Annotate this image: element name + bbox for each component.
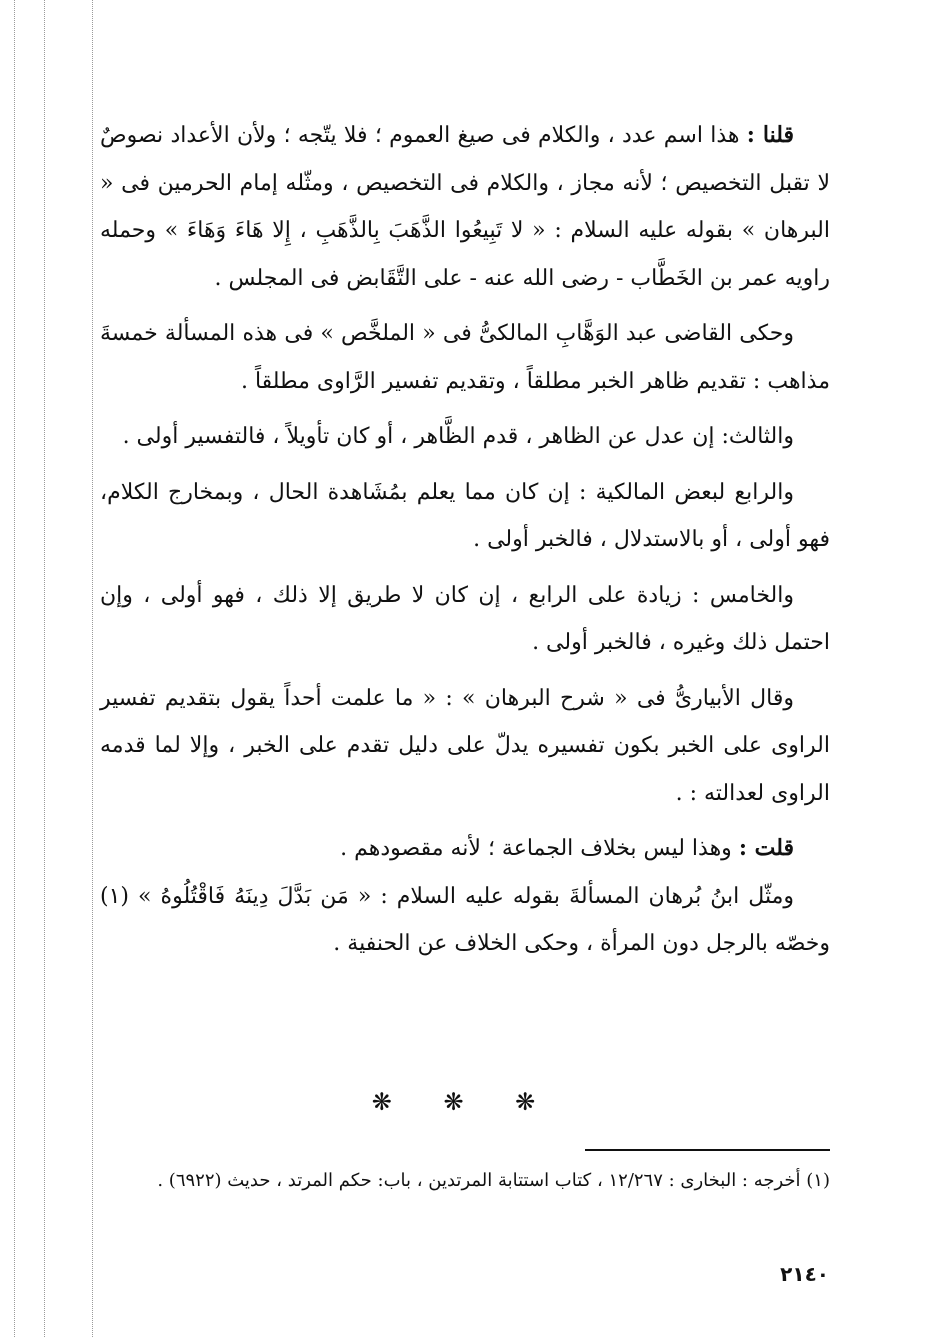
paragraph-8-text: ومثّل ابنُ بُرهان المسألةَ بقوله عليه السلام : « مَن بَدَّلَ دِينَهُ فَاقْتُلُوهُ » (١) وخصّه بالرجل دون المرأة ، وحكى الخلاف عن الحنفية .: [100, 883, 830, 956]
paragraph-8: [100, 873, 830, 968]
paragraph-4-text: والرابع لبعض المالكية : إن كان مما يعلم بمُشَاهدة الحال ، وبمخارج الكلام، فهو أولى ، أو بالاستدلال ، فالخبر أولى .: [100, 479, 830, 552]
paragraph-7: [100, 825, 830, 873]
footnote: (١) أخرجه : البخارى : ١٢/٢٦٧ ، كتاب استتابة المرتدين ، باب: حكم المرتد ، حديث (٦٩٢٢) .: [157, 1170, 830, 1191]
paragraph-7-lead: قلت :: [738, 835, 794, 861]
footnote-divider: [585, 1149, 830, 1151]
paragraph-1: [100, 112, 830, 302]
paragraph-4: [100, 469, 830, 564]
paragraph-2-text: وحكى القاضى عبد الوَهَّابِ المالكىُّ فى « الملخَّص » فى هذه المسألة خمسةَ مذاهب : تقديم ظاهر الخبر مطلقاً ، وتقديم تفسير الرَّاوى مطلقاً .: [100, 321, 830, 394]
scan-line-edge-2: [44, 0, 45, 1337]
paragraph-6-text: وقال الأبيارىُّ فى « شرح البرهان » : « ما علمت أحداً يقول بتقديم تفسير الراوى على الخبر بكون تفسيره يدلّ على دليل تقدم على الخبر ، وإلا لما قدمه الراوى لعدالته : .: [100, 685, 830, 806]
section-ornament: ❋ ❋ ❋: [371, 1088, 558, 1116]
paragraph-5-text: والخامس : زيادة على الرابع ، إن كان لا طريق إلا ذلك ، فهو أولى ، وإن احتمل ذلك وغيره ، فالخبر أولى .: [100, 582, 830, 655]
page-number: ٢١٤٠: [780, 1262, 829, 1286]
scan-line-left: [92, 0, 93, 1337]
paragraph-1-lead: قلنا :: [746, 122, 795, 148]
paragraph-3-text: والثالث: إن عدل عن الظاهر ، قدم الظَّاهر ، أو كان تأويلاً ، فالتفسير أولى .: [122, 424, 794, 449]
scan-line-edge: [14, 0, 15, 1337]
paragraph-3: [100, 413, 830, 461]
body-text: [100, 112, 830, 976]
paragraph-6: [100, 675, 830, 818]
paragraph-2: [100, 310, 830, 405]
paragraph-5: [100, 572, 830, 667]
paragraph-7-text: وهذا ليس بخلاف الجماعة ؛ لأنه مقصودهم .: [340, 836, 732, 861]
paragraph-1-text: هذا اسم عدد ، والكلام فى صيغ العموم ؛ فلا يتّجه ؛ ولأن الأعداد نصوصٌ لا تقبل التخصيص ؛ لأنه مجاز ، والكلام فى التخصيص ، ومثّله إمام الحرمين فى « البرهان » بقوله عليه السلام : « لا تَبِيعُوا الذَّهَبَ بِالذَّهَبِ ، إِلا هَاءَ وَهَاءَ » وحمله راويه عمر بن الخَطَّاب - رضى الله عنه - على التَّقَابض فى المجلس .: [100, 123, 830, 291]
